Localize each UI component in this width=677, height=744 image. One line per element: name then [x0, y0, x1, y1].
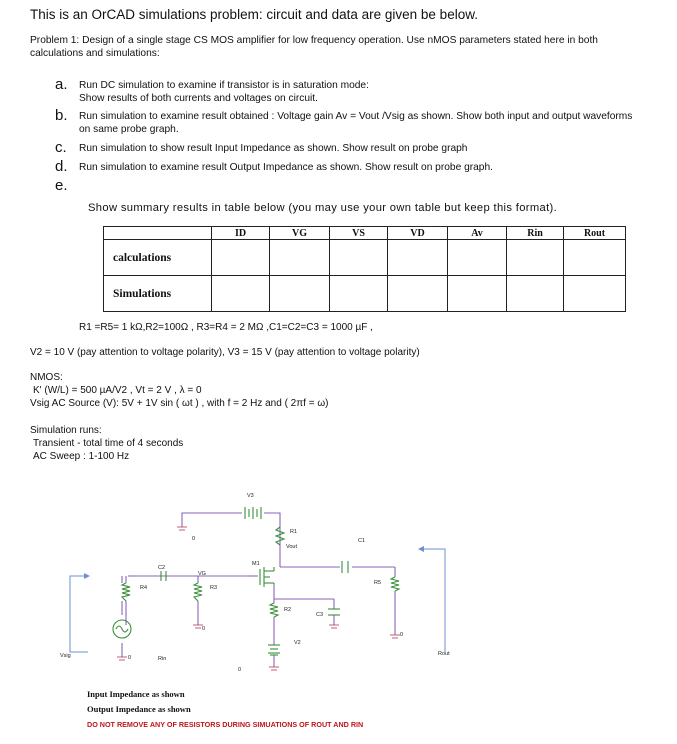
label-r5: R5 [374, 580, 382, 586]
cell-input[interactable] [212, 276, 270, 312]
label-vout: Vout [286, 544, 298, 550]
label-r3: R3 [210, 585, 218, 591]
nmos-label: NMOS: [30, 372, 63, 383]
label-c1: C1 [358, 538, 366, 544]
header-rout: Rout [564, 227, 626, 240]
label-node-0: 0 [192, 536, 196, 542]
table-row [104, 240, 626, 276]
task-d-text: Run simulation to examine result Output Impedance as shown. Show result on probe graph. [79, 162, 493, 173]
task-b-letter: b. [55, 107, 68, 124]
task-d-letter: d. [55, 158, 68, 175]
note-warning: DO NOT REMOVE ANY OF RESISTORS DURING SIMUATIONS OF ROUT AND RIN [87, 720, 364, 729]
voltage-params: V2 = 10 V (pay attention to voltage polarity), V3 = 15 V (pay attention to voltage polarity) [30, 347, 420, 358]
label-rout: Rout [438, 651, 450, 657]
label-node-0: 0 [238, 667, 242, 673]
simulation-label: Simulation runs: [30, 425, 102, 436]
label-v2: V2 [294, 640, 301, 646]
label-vg: VG [198, 571, 206, 577]
label-r4: R4 [140, 585, 148, 591]
table-row [104, 276, 626, 312]
label-c3: C3 [316, 612, 324, 618]
task-b-text: Run simulation to examine result obtained : Voltage gain Av = Vout /Vsig as shown. Show both input and output waveforms on same probe graph. [79, 111, 633, 135]
header-av: Av [448, 227, 507, 240]
task-c-text: Run simulation to show result Input Impedance as shown. Show result on probe graph [79, 143, 468, 154]
grounds [117, 527, 400, 670]
cell-input[interactable] [270, 276, 330, 312]
cell-input[interactable] [507, 240, 564, 276]
label-node-0: 0 [202, 626, 206, 632]
cell-input[interactable] [564, 276, 626, 312]
note-input-impedance: Input Impedance as shown [87, 689, 185, 699]
components [113, 507, 399, 655]
summary-instruction: Show summary results in table below (you may use your own table but keep this format). [88, 202, 558, 214]
label-node-0: 0 [400, 632, 404, 638]
label-r1: R1 [290, 529, 298, 535]
row-label-simulations: Simulations [104, 276, 212, 312]
cell-input[interactable] [212, 240, 270, 276]
header-vs: VS [330, 227, 388, 240]
header-id: ID [212, 227, 270, 240]
cell-input[interactable] [448, 276, 507, 312]
cell-input[interactable] [330, 276, 388, 312]
row-label-calculations: calculations [104, 240, 212, 276]
cell-input[interactable] [330, 240, 388, 276]
label-m1: M1 [252, 561, 260, 567]
header-vg: VG [270, 227, 330, 240]
cell-input[interactable] [507, 276, 564, 312]
results-table [103, 226, 626, 312]
label-node-0: 0 [128, 655, 132, 661]
nmos-params: K' (W/L) = 500 µA/V2 , Vt = 2 V , λ = 0 [33, 385, 202, 396]
simulation-ac: AC Sweep : 1-100 Hz [33, 451, 130, 462]
simulation-transient: Transient - total time of 4 seconds [33, 438, 184, 449]
task-e-letter: e. [55, 177, 68, 194]
cell-input[interactable] [270, 240, 330, 276]
cell-input[interactable] [388, 240, 448, 276]
task-a-text: Run DC simulation to examine if transistor is in saturation mode: Show results of both currents and voltages on circuit. [79, 80, 369, 104]
label-rin: Rin [158, 656, 167, 662]
label-vsig: Vsig [60, 653, 71, 659]
task-c-letter: c. [55, 139, 67, 156]
resistor-params: R1 =R5= 1 kΩ,R2=100Ω , R3=R4 = 2 MΩ ,C1=C2=C3 = 1000 µF , [79, 322, 373, 333]
cell-input[interactable] [448, 240, 507, 276]
header-vd: VD [388, 227, 448, 240]
header-rin: Rin [507, 227, 564, 240]
label-v3: V3 [247, 493, 254, 499]
table-corner [104, 227, 212, 240]
cell-input[interactable] [388, 276, 448, 312]
wires [122, 513, 395, 667]
cell-input[interactable] [564, 240, 626, 276]
label-r2: R2 [284, 607, 292, 613]
page-title: This is an OrCAD simulations problem: circuit and data are given be below. [30, 7, 478, 22]
circuit-schematic [50, 487, 470, 687]
label-c2: C2 [158, 565, 166, 571]
problem-statement: Problem 1: Design of a single stage CS MOS amplifier for low frequency operation. Use nMOS parameters stated here in both calculations and simulations: [30, 35, 598, 59]
note-output-impedance: Output Impedance as shown [87, 704, 191, 714]
vsig-params: Vsig AC Source (V): 5V + 1V sin ( ωt ) , with f = 2 Hz and ( 2πf = ω) [30, 398, 329, 409]
task-a-letter: a. [55, 76, 68, 93]
